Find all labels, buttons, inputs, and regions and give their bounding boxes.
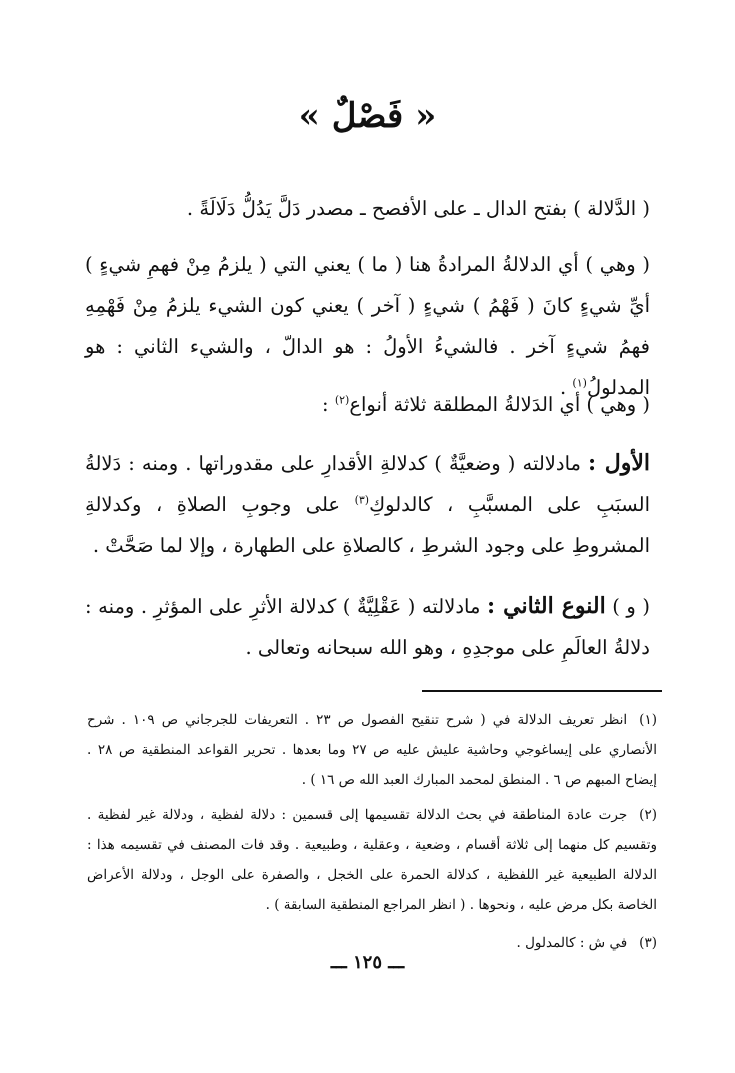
footnote-divider xyxy=(422,690,662,692)
page-number: ـــ ١٢٥ ـــ xyxy=(330,952,405,973)
footnote-ref-2: (٢) xyxy=(334,393,350,407)
second-type-prefix: ( و ) xyxy=(605,595,650,618)
footnote-2-number: (٢) xyxy=(639,807,657,823)
paragraph-types-end: : xyxy=(322,393,335,416)
chapter-heading: « فَصْلٌ » xyxy=(298,96,437,136)
footnote-2-text: جرت عادة المناطقة في بحث الدلالة تقسيمها إلى قسمين : دلالة لفظية ، ودلالة غير لفظية . وتقسيم كل منهما إلى ثلاثة أقسام ، وضعية ، وعقلية ، وطبيعية . وقد فات المصنف في تقسيمه هذا : الدلالة الطبيعية غير اللفظية ، كدلالة الحمرة على الخجل ، والصفرة على الوجل ، ودلالة الأعراض الخاصة بكل مرض عليه ، ونحوها . ( انظر المراجع المنطقية السابقة ) . xyxy=(87,807,657,913)
second-type-text: مادلالته ( عَقْلِيَّةٌ ) كدلالة الأثرِ على المؤثرِ . ومنه : دلالةُ العالَمِ على موجدِهِ ، وهو الله سبحانه وتعالى . xyxy=(85,595,650,659)
first-type-text-b: على وجوبِ الصلاةِ ، وكدلالةِ المشروطِ على وجود الشرطِ ، كالصلاةِ على الطهارة ، وإلا لما صَحَّتْ . xyxy=(85,493,650,557)
footnote-1-number: (١) xyxy=(639,712,657,728)
footnote-1 xyxy=(87,705,657,795)
paragraph-meaning-end: . xyxy=(560,376,573,399)
paragraph-second-type xyxy=(85,586,650,668)
footnote-3-number: (٣) xyxy=(639,935,657,951)
paragraph-types xyxy=(90,384,650,425)
footnote-1-text: انظر تعريف الدلالة في ( شرح تنقيح الفصول ص ٢٣ . التعريفات للجرجاني ص ١٠٩ . شرح الأنصاري على إيساغوجي وحاشية عليش عليه ص ٢٧ وما بعدها . تحرير القواعد المنطقية ص ٢٨ . إيضاح المبهم ص ٦ . المنطق لمحمد المبارك العبد الله ص ١٦ ) . xyxy=(87,712,657,788)
paragraph-types-text: ( وهي ) أي الدَلالةُ المطلقة ثلاثة أنواع xyxy=(349,393,650,416)
footnote-ref-3: (٣) xyxy=(354,493,370,507)
footnote-3-text: في ش : كالمدلول . xyxy=(516,935,628,951)
second-type-label: النوع الثاني : xyxy=(487,593,606,619)
footnote-2 xyxy=(87,800,657,920)
footnote-ref-1: (١) xyxy=(572,376,587,390)
paragraph-first-type xyxy=(85,443,650,566)
paragraph-meaning-text: ( وهي ) أي الدلالةُ المرادةُ هنا ( ما ) يعني التي ( يلزمُ مِنْ فهمِ شيءٍ ) أيِّ شيءٍ كانَ ( فَهْمُ ) شيءٍ ( آخر ) يعني كون الشيء يلزمُ مِنْ فَهْمِهِ فهمُ شيءٍ آخر . فالشيءُ الأولُ : هو الدالّ ، والشيء الثاني : هو المدلولُ xyxy=(85,253,650,399)
first-type-text-a: مادلالته ( وضعيَّةٌ ) كدلالةِ الأقدارِ على مقدوراتها . ومنه : دَلالةُ السبَبِ على المسبَّبِ ، كالدلوكِ xyxy=(85,452,650,516)
paragraph-definition: ( الدَّلالة ) بفتح الدال ـ على الأفصح ـ مصدر دَلَّ يَدُلُّ دَلَالَةً . xyxy=(186,197,650,220)
first-type-label: الأول : xyxy=(588,450,650,476)
